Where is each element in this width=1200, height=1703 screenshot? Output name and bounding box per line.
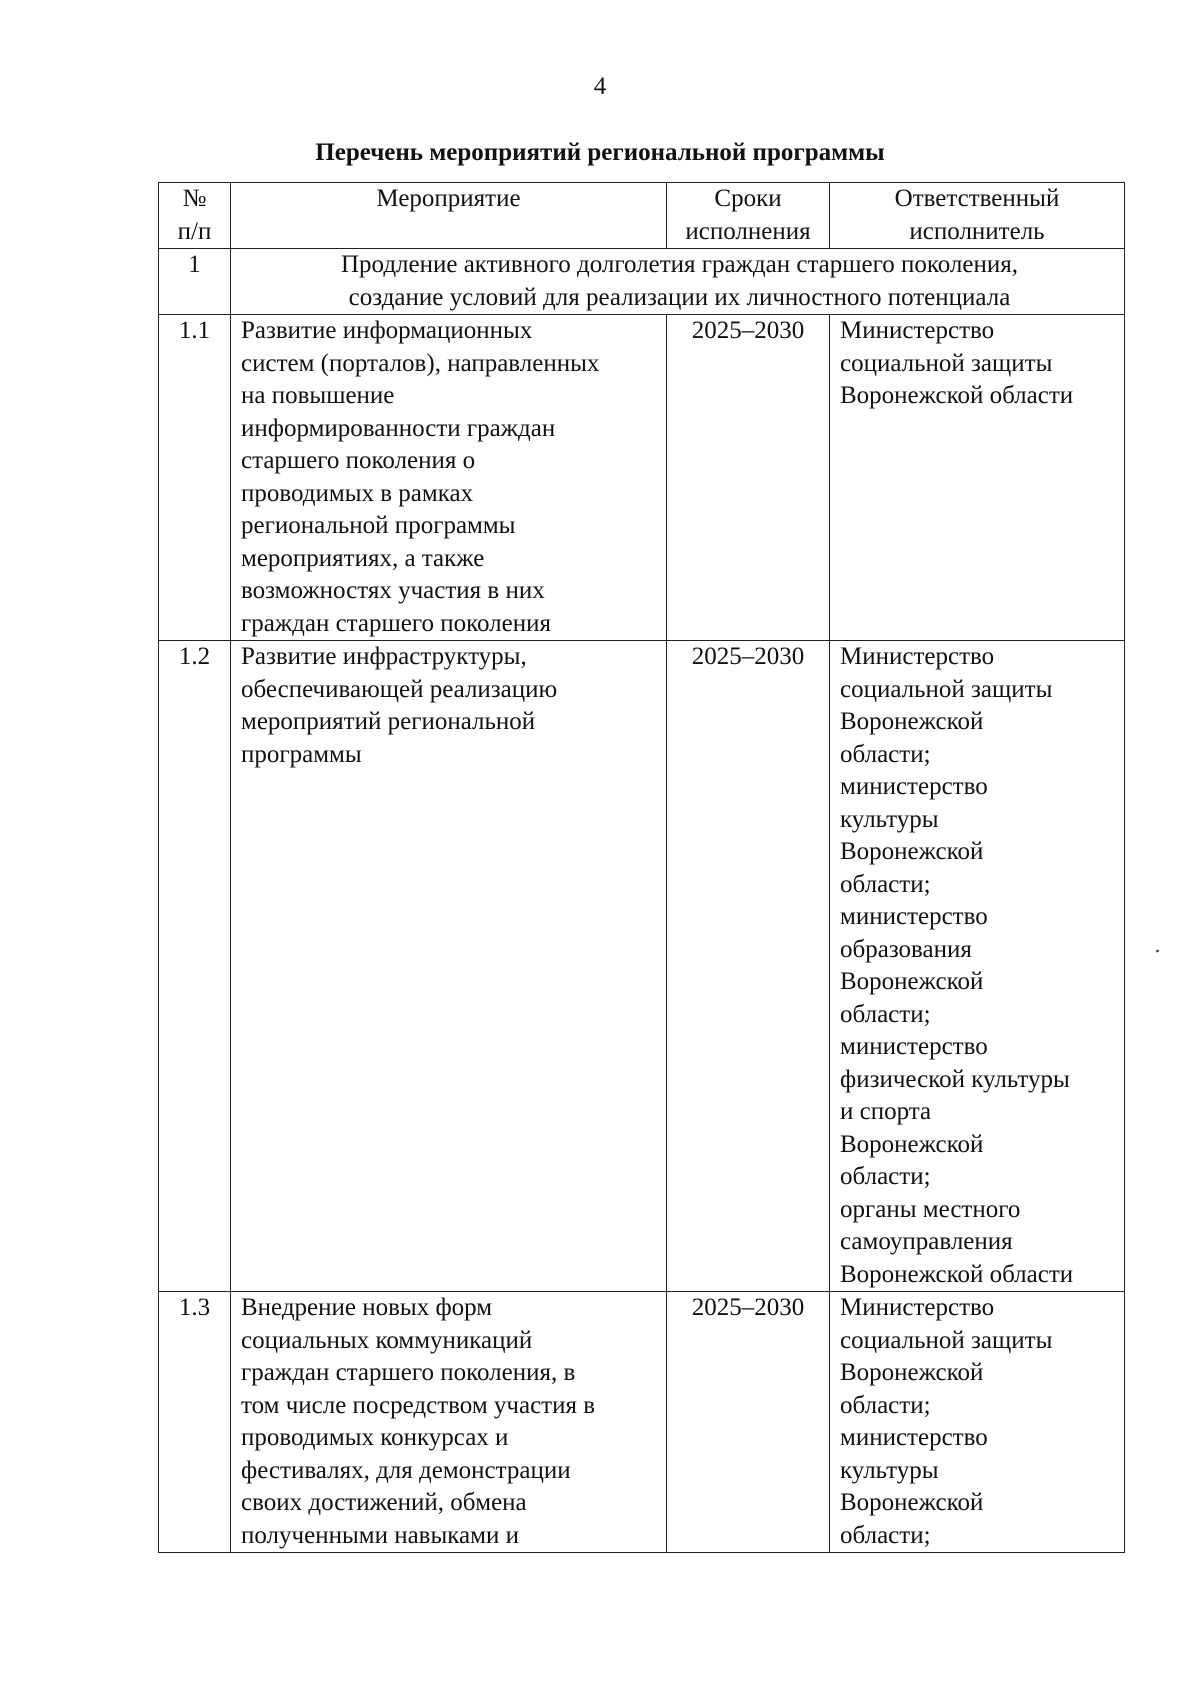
header-num: № п/п: [159, 183, 231, 249]
table-header-row: [159, 183, 1125, 249]
page-number: 4: [593, 73, 607, 100]
header-term: Сроки исполнения: [667, 183, 830, 249]
row-num: 1.2: [159, 641, 231, 1292]
section-row: [159, 249, 1125, 315]
row-responsible: Министерство социальной защиты Воронежской области: [830, 315, 1125, 641]
row-responsible: Министерство социальной защиты Воронежской области; министерство культуры Воронежской области;: [830, 1292, 1125, 1553]
row-num: 1.1: [159, 315, 231, 641]
row-event: Внедрение новых форм социальных коммуникаций граждан старшего поколения, в том числе посредством участия в проводимых конкурсах и фестивалях, для демонстрации своих достижений, обмена полученными навыками и: [231, 1292, 667, 1553]
row-responsible: Министерство социальной защиты Воронежской области; министерство культуры Воронежской области; министерство образования Воронежской области; министерство физической культуры и спорта Воронежской области; органы местного самоуправления Воронежской области: [830, 641, 1125, 1292]
table-row: [159, 1292, 1125, 1553]
header-responsible: Ответственный исполнитель: [830, 183, 1125, 249]
row-event: Развитие информационных систем (порталов), направленных на повышение информированности граждан старшего поколения о проводимых в рамках региональной программы мероприятиях, а также возможностях участия в них граждан старшего поколения: [231, 315, 667, 641]
scan-speck: [1156, 949, 1160, 952]
table-body: [159, 249, 1125, 1553]
table-row: [159, 641, 1125, 1292]
table-row: [159, 315, 1125, 641]
row-event: Развитие инфраструктуры, обеспечивающей реализацию мероприятий региональной программы: [231, 641, 667, 1292]
row-num: 1.3: [159, 1292, 231, 1553]
row-term: 2025–2030: [667, 1292, 830, 1553]
events-table: [158, 182, 1125, 1553]
table-header: [159, 183, 1125, 249]
document-title: Перечень мероприятий региональной программы: [315, 139, 885, 166]
row-term: 2025–2030: [667, 315, 830, 641]
row-term: 2025–2030: [667, 641, 830, 1292]
section-title: Продление активного долголетия граждан старшего поколения, создание условий для реализации их личностного потенциала: [231, 249, 1125, 315]
header-event: Мероприятие: [231, 183, 667, 249]
section-num: 1: [159, 249, 231, 315]
